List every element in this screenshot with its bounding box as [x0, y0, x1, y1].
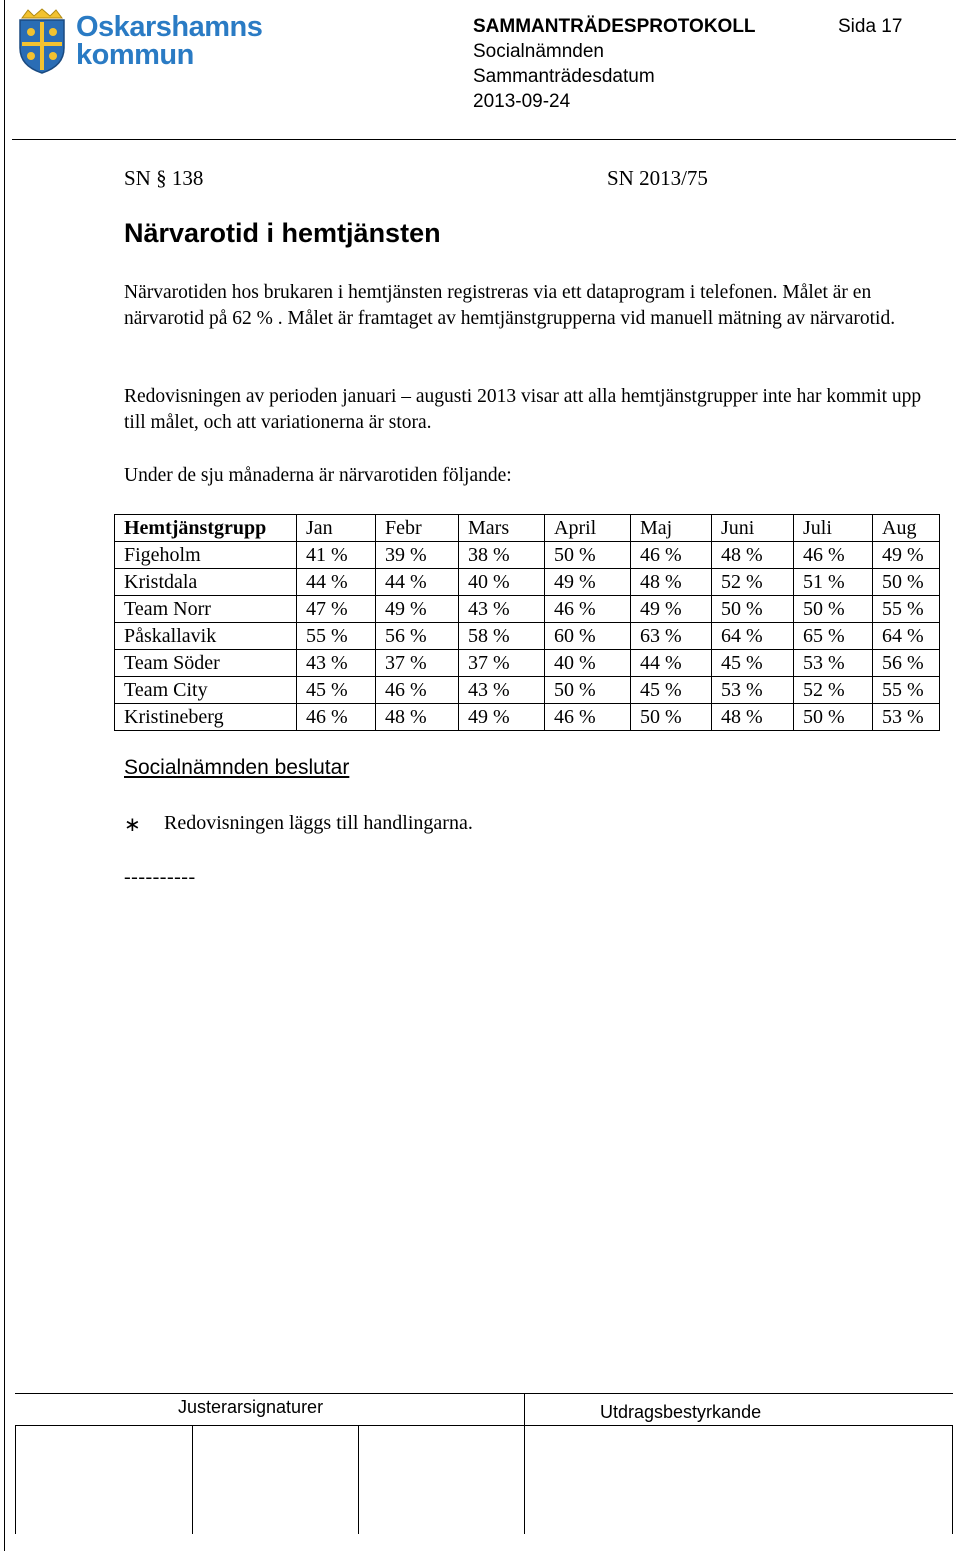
table-cell: 50 % [794, 596, 873, 623]
table-cell: 64 % [712, 623, 794, 650]
extract-label: Utdragsbestyrkande [600, 1402, 762, 1422]
signature-box-edge [192, 1425, 193, 1534]
meeting-date: 2013-09-24 [473, 91, 571, 112]
footer-divider [15, 1425, 953, 1426]
table-cell: 50 % [631, 704, 712, 731]
signature-box-edge [952, 1425, 953, 1534]
table-cell: 53 % [873, 704, 940, 731]
table-header-cell: April [545, 515, 631, 542]
table-cell: 45 % [631, 677, 712, 704]
table-cell: 55 % [873, 677, 940, 704]
table-cell: 46 % [297, 704, 376, 731]
table-cell: 53 % [794, 650, 873, 677]
table-header-cell: Aug [873, 515, 940, 542]
table-cell: 46 % [545, 596, 631, 623]
table-cell: 38 % [459, 542, 545, 569]
table-cell: 44 % [297, 569, 376, 596]
table-cell: 43 % [459, 677, 545, 704]
table-row [115, 542, 940, 569]
table-cell: Team Norr [115, 596, 297, 623]
table-cell: Team Söder [115, 650, 297, 677]
bullet-star-icon: ∗ [124, 814, 141, 836]
header-divider [12, 139, 956, 140]
table-cell: 37 % [376, 650, 459, 677]
table-cell: 60 % [545, 623, 631, 650]
table-header-row [115, 515, 940, 542]
municipality-logo [16, 6, 262, 76]
table-cell: 39 % [376, 542, 459, 569]
table-header-cell: Juni [712, 515, 794, 542]
footer-center-divider [524, 1394, 525, 1534]
table-cell: Team City [115, 677, 297, 704]
logo-line-1: Oskarshamns [76, 11, 263, 43]
table-cell: 48 % [712, 704, 794, 731]
decision-text: Redovisningen läggs till handlingarna. [164, 812, 473, 834]
table-cell: 44 % [376, 569, 459, 596]
table-cell: 64 % [873, 623, 940, 650]
table-cell: Kristineberg [115, 704, 297, 731]
table-header-cell: Maj [631, 515, 712, 542]
protocol-title: SAMMANTRÄDESPROTOKOLL [473, 16, 756, 37]
protocol-header [473, 14, 756, 114]
table-row [115, 623, 940, 650]
committee-name: Socialnämnden [473, 41, 604, 62]
paragraph-report: Redovisningen av perioden januari – augusti 2013 visar att alla hemtjänstgrupper inte har kommit upp till målet, och att variationerna är stora. [124, 386, 922, 433]
table-cell: 43 % [297, 650, 376, 677]
table-cell: 55 % [297, 623, 376, 650]
table-cell: 56 % [873, 650, 940, 677]
table-header-cell: Juli [794, 515, 873, 542]
table-row [115, 596, 940, 623]
table-cell: 48 % [631, 569, 712, 596]
table-cell: 46 % [794, 542, 873, 569]
table-row [115, 569, 940, 596]
table-cell: 49 % [459, 704, 545, 731]
table-cell: 46 % [376, 677, 459, 704]
table-header-cell: Mars [459, 515, 545, 542]
table-cell: 55 % [873, 596, 940, 623]
table-cell: 48 % [376, 704, 459, 731]
table-cell: 52 % [794, 677, 873, 704]
decision-item [124, 812, 473, 837]
table-cell: 49 % [873, 542, 940, 569]
table-cell: 46 % [545, 704, 631, 731]
paragraph-intro: Närvarotiden hos brukaren i hemtjänsten registreras via ett dataprogram i telefonen. Målet är en närvarotid på 62 % . Målet är framtaget av hemtjänstgrupperna vid manuell mätning av närvarotid. [124, 282, 896, 329]
table-cell: 47 % [297, 596, 376, 623]
table-cell: Kristdala [115, 569, 297, 596]
signature-footer [15, 1393, 953, 1534]
table-cell: Figeholm [115, 542, 297, 569]
table-cell: 43 % [459, 596, 545, 623]
table-cell: 50 % [712, 596, 794, 623]
paragraph-lead: Under de sju månaderna är närvarotiden följande: [124, 465, 512, 486]
crest-icon [16, 8, 68, 74]
end-marker: ---------- [124, 866, 196, 888]
table-cell: 50 % [545, 677, 631, 704]
page-margin-rule [4, 0, 5, 1551]
table-cell: 52 % [712, 569, 794, 596]
table-cell: 48 % [712, 542, 794, 569]
table-cell: 45 % [297, 677, 376, 704]
table-cell: 58 % [459, 623, 545, 650]
table-header-cell: Febr [376, 515, 459, 542]
table-cell: 49 % [631, 596, 712, 623]
table-cell: Påskallavik [115, 623, 297, 650]
logo-line-2: kommun [76, 39, 194, 71]
table-cell: 56 % [376, 623, 459, 650]
page-title: Närvarotid i hemtjänsten [124, 218, 441, 248]
meeting-date-label: Sammanträdesdatum [473, 66, 655, 87]
table-cell: 49 % [376, 596, 459, 623]
table-cell: 46 % [631, 542, 712, 569]
table-cell: 63 % [631, 623, 712, 650]
table-cell: 53 % [712, 677, 794, 704]
table-cell: 40 % [459, 569, 545, 596]
table-cell: 49 % [545, 569, 631, 596]
signature-box-edge [15, 1425, 16, 1534]
table-cell: 51 % [794, 569, 873, 596]
table-cell: 65 % [794, 623, 873, 650]
table-cell: 45 % [712, 650, 794, 677]
table-cell: 44 % [631, 650, 712, 677]
diary-number: SN 2013/75 [607, 166, 708, 190]
table-header-cell: Jan [297, 515, 376, 542]
table-row [115, 704, 940, 731]
table-row [115, 650, 940, 677]
signatures-label: Justerarsignaturer [178, 1397, 324, 1417]
table-header-cell: Hemtjänstgrupp [115, 515, 297, 542]
decision-heading: Socialnämnden beslutar [124, 756, 350, 779]
table-cell: 50 % [794, 704, 873, 731]
table-row [115, 677, 940, 704]
table-cell: 41 % [297, 542, 376, 569]
table-cell: 37 % [459, 650, 545, 677]
table-cell: 50 % [545, 542, 631, 569]
attendance-table [114, 514, 940, 731]
table-cell: 40 % [545, 650, 631, 677]
signature-box-edge [358, 1425, 359, 1534]
section-number: SN § 138 [124, 166, 204, 190]
page-number: Sida 17 [838, 16, 903, 37]
table-cell: 50 % [873, 569, 940, 596]
